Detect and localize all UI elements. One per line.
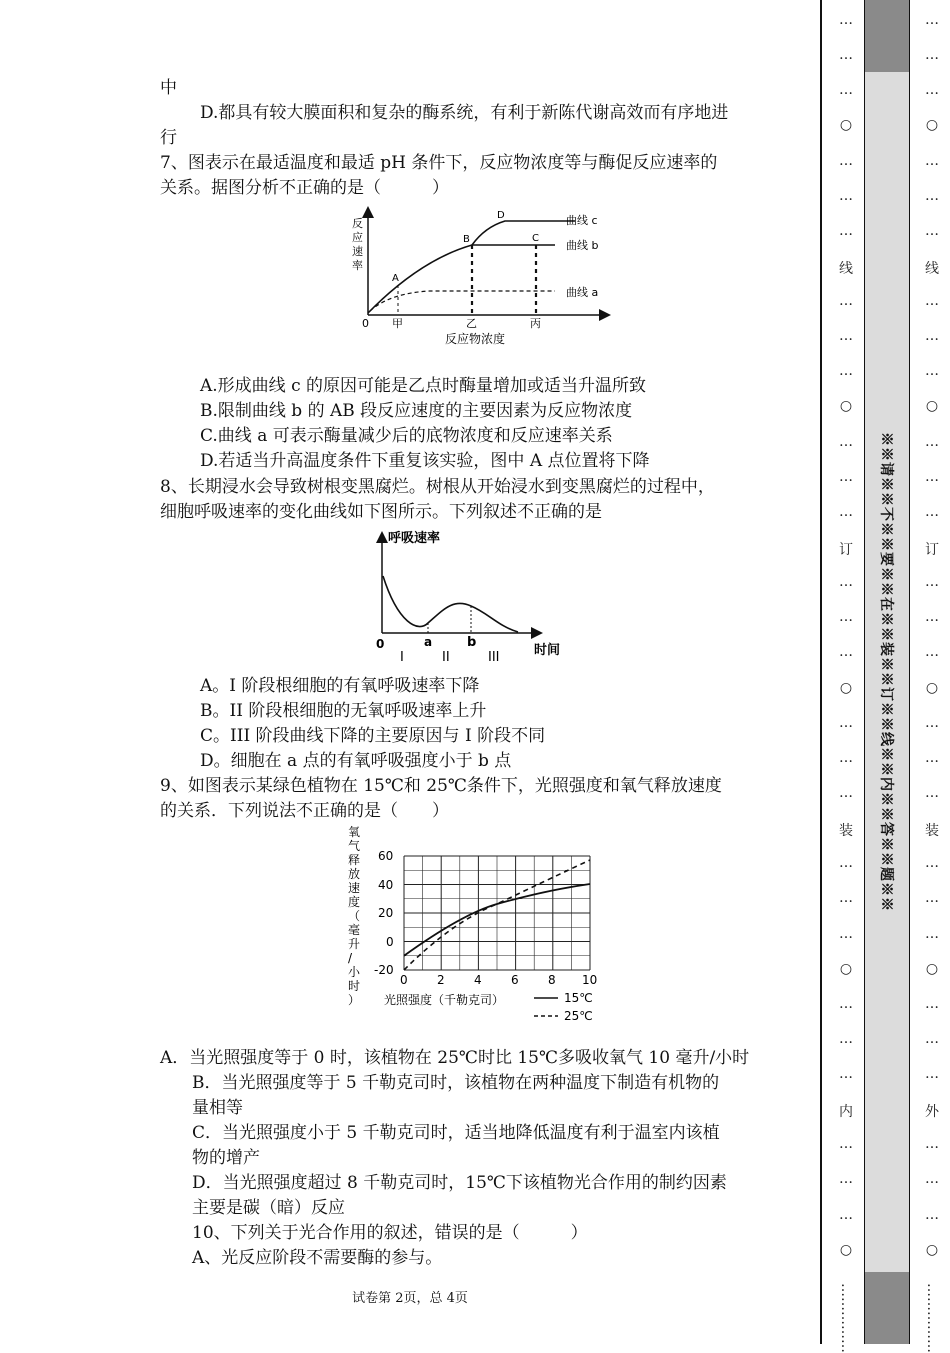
q7-option-c: C.曲线 a 可表示酶量减少后的底物浓度和反应速率关系 xyxy=(200,426,613,446)
binding-mark: … xyxy=(839,433,853,450)
binding-mark: ○ xyxy=(839,679,853,696)
q8-option-b: B。II 阶段根细胞的无氧呼吸速率上升 xyxy=(200,701,487,721)
binding-margin xyxy=(820,0,950,1353)
q9-option-b-line2: 量相等 xyxy=(192,1098,243,1118)
q8-option-d: D。细胞在 a 点的有氧呼吸强度小于 b 点 xyxy=(200,751,512,771)
q7-point-d: D xyxy=(497,210,505,221)
binding-mark: … xyxy=(925,363,939,380)
binding-mark: … xyxy=(839,293,853,310)
binding-mark: … xyxy=(925,293,939,310)
binding-mark: … xyxy=(925,925,939,942)
q7-curve-c xyxy=(472,221,575,245)
q8-point-a: a xyxy=(424,635,433,649)
binding-mark: … xyxy=(839,503,853,520)
q8-point-b: b xyxy=(467,635,477,650)
q8-xlabel: 时间 xyxy=(534,643,561,658)
svg-text:时: 时 xyxy=(348,979,361,993)
binding-mark: ○ xyxy=(925,960,939,977)
binding-mark: 订 xyxy=(839,542,853,559)
binding-mark: … xyxy=(925,468,939,485)
q8-stem-line1: 8、长期浸水会导致树根变黑腐烂。树根从开始浸水到变黑腐烂的过程中， xyxy=(160,477,715,497)
q9-grid xyxy=(404,856,590,970)
binding-mark: … xyxy=(839,187,853,204)
q7-tick-jia: 甲 xyxy=(392,317,403,330)
q9-ytick-40: 40 xyxy=(378,878,394,892)
binding-mark: … xyxy=(839,1206,853,1223)
q7-ylabel-1: 反 xyxy=(352,217,363,230)
binding-mark: … xyxy=(925,152,939,169)
binding-mark: … xyxy=(839,1030,853,1047)
svg-text:氧: 氧 xyxy=(348,825,361,839)
binding-mark: … xyxy=(925,749,939,766)
binding-mark: ○ xyxy=(839,1241,853,1258)
binding-mark: … xyxy=(839,1066,853,1083)
svg-text:速: 速 xyxy=(348,881,361,895)
binding-mark: … xyxy=(839,152,853,169)
binding-mark: … xyxy=(839,644,853,661)
q7-ylabel-3: 速 xyxy=(352,245,363,258)
binding-mark: 外 xyxy=(925,1104,939,1121)
binding-mark: … xyxy=(925,1136,939,1153)
page-footer: 试卷第 2页，总 4页 xyxy=(352,1291,468,1306)
binding-mark: … xyxy=(925,328,939,345)
binding-mark: … xyxy=(839,749,853,766)
binding-mark: … xyxy=(925,995,939,1012)
q9-figure xyxy=(342,822,612,1031)
q7-xlabel: 反应物浓度 xyxy=(445,332,506,346)
binding-mark: ○ xyxy=(925,117,939,134)
binding-mark: 装 xyxy=(925,823,939,840)
binding-mark: … xyxy=(925,890,939,907)
svg-text:（: （ xyxy=(348,909,361,923)
q9-option-a: A．当光照强度等于 0 时，该植物在 25℃时比 15℃多吸收氧气 10 毫升/小时 xyxy=(160,1048,750,1068)
q8-figure xyxy=(368,528,578,672)
q9-xtick-4: 4 xyxy=(474,973,482,987)
binding-mark: … xyxy=(925,609,939,626)
binding-mark: … xyxy=(839,714,853,731)
q6-option-d-line1: D.都具有较大膜面积和复杂的酶系统，有利于新陈代谢高效而有序地进 xyxy=(200,103,729,123)
binding-mark: … xyxy=(925,47,939,64)
q8-option-c: C。III 阶段曲线下降的主要原因与 I 阶段不同 xyxy=(200,726,546,746)
q9-xtick-6: 6 xyxy=(511,973,519,987)
q7-stem-line2: 关系。据图分析不正确的是（ ） xyxy=(160,178,449,198)
q9-ytick-60: 60 xyxy=(378,849,394,863)
q7-option-d: D.若适当升高温度条件下重复该实验，图中 A 点位置将下降 xyxy=(200,451,650,471)
q7-figure xyxy=(340,205,620,354)
binding-mark: … xyxy=(925,503,939,520)
binding-mark: 装 xyxy=(839,823,853,840)
q9-ytick-0: 0 xyxy=(386,935,394,949)
binding-mark: ○ xyxy=(839,960,853,977)
binding-mark: … xyxy=(839,609,853,626)
binding-mark: … xyxy=(925,1066,939,1083)
binding-mark: ○ xyxy=(925,679,939,696)
q9-stem-line1: 9、如图表示某绿色植物在 15℃和 25℃条件下，光照强度和氧气释放速度 xyxy=(160,776,722,796)
binding-line-outer xyxy=(920,0,944,1353)
binding-mark: … xyxy=(839,363,853,380)
q9-legend-25c: 25℃ xyxy=(564,1009,593,1023)
binding-mark: ○ xyxy=(925,1241,939,1258)
svg-text:升: 升 xyxy=(348,937,361,951)
binding-mark: … xyxy=(839,784,853,801)
q9-option-d-line1: D．当光照强度超过 8 千勒克司时，15℃下该植物光合作用的制约因素 xyxy=(192,1173,727,1193)
q10-stem: 10、下列关于光合作用的叙述，错误的是（ ） xyxy=(192,1223,588,1243)
binding-mark: 订 xyxy=(925,542,939,559)
binding-mark: … xyxy=(839,1136,853,1153)
q7-legend-b: 曲线 b xyxy=(566,239,599,252)
binding-mark: … xyxy=(925,784,939,801)
q9-option-b-line1: B．当光照强度等于 5 千勒克司时，该植物在两种温度下制造有机物的 xyxy=(192,1073,720,1093)
q9-xtick-8: 8 xyxy=(548,973,556,987)
svg-text:放: 放 xyxy=(348,867,361,881)
q7-tick-yi: 乙 xyxy=(466,317,477,330)
q8-stage-3: III xyxy=(488,650,500,665)
binding-mark: … xyxy=(839,574,853,591)
q9-option-c-line1: C．当光照强度小于 5 千勒克司时，适当地降低温度有利于温室内该植 xyxy=(192,1123,720,1143)
q9-xtick-2: 2 xyxy=(437,973,445,987)
svg-text:毫: 毫 xyxy=(348,923,361,937)
binding-mark: 内 xyxy=(839,1104,853,1121)
svg-text:释: 释 xyxy=(348,853,361,867)
notice-text: ※※请※※不※※要※※在※※装※※订※※线※※内※※答※※题※※ xyxy=(878,432,894,912)
q9-xtick-0: 0 xyxy=(400,973,408,987)
notice-strip xyxy=(864,0,910,1344)
svg-text:小: 小 xyxy=(348,965,361,979)
binding-mark: … xyxy=(925,82,939,99)
q10-option-a: A、光反应阶段不需要酶的参与。 xyxy=(192,1248,443,1268)
binding-mark: … xyxy=(925,1030,939,1047)
binding-mark: … xyxy=(925,574,939,591)
binding-mark: 线 xyxy=(925,260,939,277)
binding-mark: … xyxy=(925,187,939,204)
binding-mark: … xyxy=(839,222,853,239)
binding-mark: … xyxy=(839,855,853,872)
q7-point-c: C xyxy=(532,233,539,244)
binding-mark: …………… xyxy=(924,1282,940,1353)
binding-mark: … xyxy=(839,925,853,942)
q7-option-a: A.形成曲线 c 的原因可能是乙点时酶量增加或适当升温所致 xyxy=(200,376,647,396)
binding-mark: … xyxy=(839,12,853,28)
q9-legend-15c: 15℃ xyxy=(564,991,593,1005)
q8-ylabel: 呼吸速率 xyxy=(388,531,441,546)
q6-continuation: 中 xyxy=(160,78,177,98)
binding-mark: … xyxy=(839,82,853,99)
binding-mark: … xyxy=(925,1171,939,1188)
q7-legend-c: 曲线 c xyxy=(566,214,598,227)
binding-mark: … xyxy=(925,433,939,450)
q6-option-d-line2: 行 xyxy=(160,128,177,148)
binding-line-inner xyxy=(834,0,858,1353)
q8-curve xyxy=(383,576,518,632)
q9-xlabel: 光照强度（千勒克司） xyxy=(384,993,505,1007)
svg-text:度: 度 xyxy=(348,895,361,909)
binding-mark: … xyxy=(925,855,939,872)
binding-mark: … xyxy=(925,644,939,661)
q8-option-a: A。I 阶段根细胞的有氧呼吸速率下降 xyxy=(200,676,480,696)
q9-option-c-line2: 物的增产 xyxy=(192,1148,260,1168)
q8-stage-1: I xyxy=(400,650,404,665)
q9-ytick-m20: -20 xyxy=(374,963,394,977)
q7-ylabel-4: 率 xyxy=(352,259,363,272)
q7-option-b: B.限制曲线 b 的 AB 段反应速度的主要因素为反应物浓度 xyxy=(200,401,633,421)
binding-mark: 线 xyxy=(839,260,853,277)
binding-mark: … xyxy=(839,1171,853,1188)
q7-tick-bing: 丙 xyxy=(530,317,541,330)
binding-mark: … xyxy=(925,1206,939,1223)
svg-text:）: ） xyxy=(348,993,361,1007)
binding-mark: … xyxy=(925,222,939,239)
q7-point-a: A xyxy=(392,273,399,284)
q9-option-d-line2: 主要是碳（暗）反应 xyxy=(192,1198,345,1218)
q7-origin: 0 xyxy=(362,317,369,330)
q8-stage-2: II xyxy=(442,650,450,665)
q7-point-b: B xyxy=(463,234,470,245)
svg-text:/: / xyxy=(348,951,353,965)
binding-mark: ○ xyxy=(839,398,853,415)
binding-mark: … xyxy=(839,468,853,485)
binding-mark: ○ xyxy=(925,398,939,415)
q7-legend-a: 曲线 a xyxy=(566,286,599,299)
binding-mark: … xyxy=(839,47,853,64)
binding-mark: ○ xyxy=(839,117,853,134)
binding-mark: … xyxy=(925,714,939,731)
q9-ylabel xyxy=(348,825,361,1007)
binding-mark: …………… xyxy=(838,1282,854,1353)
svg-text:气: 气 xyxy=(348,839,361,853)
q7-ylabel-2: 应 xyxy=(352,231,363,244)
q7-stem-line1: 7、图表示在最适温度和最适 pH 条件下，反应物浓度等与酶促反应速率的 xyxy=(160,153,718,173)
q9-ytick-20: 20 xyxy=(378,906,394,920)
q9-xtick-10: 10 xyxy=(582,973,598,987)
q8-stem-line2: 细胞呼吸速率的变化曲线如下图所示。下列叙述不正确的是 xyxy=(160,502,602,522)
q9-stem-line2: 的关系．下列说法不正确的是（ ） xyxy=(160,801,449,821)
binding-mark: … xyxy=(839,995,853,1012)
q8-origin: 0 xyxy=(376,637,385,651)
binding-mark: … xyxy=(925,12,939,28)
binding-mark: … xyxy=(839,890,853,907)
binding-mark: … xyxy=(839,328,853,345)
